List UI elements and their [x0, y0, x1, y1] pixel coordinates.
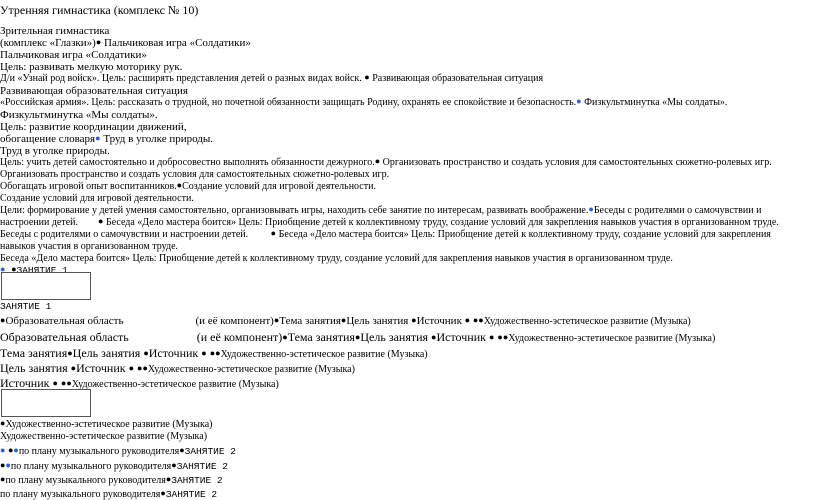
plan-line: ●по плану музыкального руководителя●ЗАНЯТИЕ 2 — [0, 474, 223, 486]
bullet-icon: ● — [282, 332, 288, 342]
text-line: Цель: учить детей самостоятельно и добросовестно выполнять обязанности дежурного.● Организовать пространство и создать условия для самостоятельных сюжетно-ролевых игр. — [0, 156, 772, 168]
bullet-icon: ● — [95, 37, 102, 47]
bullet-icon: ● — [488, 332, 495, 342]
bullet-icon: ● — [209, 348, 216, 358]
text-line: Организовать пространство и создать условия для самостоятельных сюжетно-ролевых игр. — [0, 169, 390, 180]
bullet-icon: ● — [128, 363, 135, 373]
bullet-icon: ● — [478, 315, 484, 325]
empty-box — [1, 389, 91, 417]
text-line: Беседы с родителями о самочувствии и настроении детей. ● Беседа «Дело мастера боится» Цель: Приобщение детей к коллективному труду, создание условий для закрепления — [0, 228, 771, 240]
text-line: Физкультминутка «Мы солдаты». — [0, 109, 158, 121]
text-line: Цель: развитие координации движений, — [0, 121, 187, 133]
text-line: (комплекс «Глазки»)● Пальчиковая игра «Солдатики» — [0, 37, 251, 49]
text-line: Создание условий для игровой деятельности. — [0, 193, 194, 204]
zanyatie-line: ● ●ЗАНЯТИЕ 1 — [0, 265, 68, 276]
table-row: ●Образовательная область (и её компонент)●Тема занятия●Цель занятия ●Источник ● ●●Художественно-эстетическое развитие (Музыка) — [0, 315, 691, 327]
text-line: Д/и «Узнай род войск». Цель: расширять представления детей о разных видах войск. ● Развивающая образовательная ситуация — [0, 72, 544, 84]
text-line: Труд в уголке природы. — [0, 145, 110, 157]
empty-box — [1, 272, 91, 300]
bullet-icon: ● — [0, 418, 6, 428]
bullet-icon: ● — [160, 488, 166, 498]
bullet-icon: ● — [98, 216, 104, 226]
bullet-icon: ● — [576, 96, 582, 106]
bullet-icon: ● — [179, 445, 185, 455]
table-row: Тема занятия●Цель занятия ●Источник ● ●●Художественно-эстетическое развитие (Музыка) — [0, 346, 428, 360]
bullet-icon: ● — [0, 265, 6, 275]
bullet-icon: ● — [137, 363, 143, 373]
bullet-icon: ● — [0, 445, 6, 455]
plan-line: ●●по плану музыкального руководителя●ЗАНЯТИЕ 2 — [0, 460, 229, 472]
plan-line: по плану музыкального руководителя●ЗАНЯТИЕ 2 — [0, 488, 218, 500]
bullet-icon: ● — [201, 348, 207, 358]
bullet-icon: ● — [67, 348, 73, 358]
text-line: Развивающая образовательная ситуация — [0, 85, 188, 97]
bullet-icon: ● — [273, 315, 280, 325]
bullet-icon: ● — [0, 315, 6, 325]
bullet-icon: ● — [176, 180, 183, 190]
text-line: настроении детей. ● Беседа «Дело мастера боится» Цель: Приобщение детей к коллективному труду, создание условий для закрепления навыков участия в организованном труде. — [0, 216, 779, 228]
bullet-icon: ● — [497, 332, 503, 342]
bullet-icon: ● — [270, 228, 277, 238]
text-line: «Российская армия». Цель: рассказать о трудной, но почетной обязанности защищать Родину, охранять ее спокойствие и безопасность.● Физкультминутка «Мы солдаты». — [0, 96, 728, 108]
bullet-icon: ● — [165, 474, 172, 484]
page-title: Утренняя гимнастика (комплекс № 10) — [0, 3, 199, 17]
bullet-icon: ● — [0, 474, 6, 484]
bullet-icon: ● — [502, 332, 509, 342]
bullet-icon: ● — [340, 315, 347, 325]
bullet-icon: ● — [354, 332, 361, 342]
bullet-icon: ● — [411, 315, 417, 325]
text-line: Цель: развивать мелкую моторику рук. — [0, 61, 183, 73]
text-line: Художественно-эстетическое развитие (Музыка) — [0, 431, 208, 442]
bullet-icon: ● — [52, 378, 58, 388]
text-line: обогащение словаря● Труд в уголке природы. — [0, 133, 214, 145]
bullet-icon: ● — [142, 363, 148, 373]
bullet-icon: ● — [464, 315, 471, 325]
bullet-icon: ● — [70, 363, 77, 373]
text-line: Цели: формирование у детей умения самостоятельно, организовывать игры, находить себе занятие по интересам, развивать воображение.●Беседы с родителями о самочувствии и — [0, 204, 762, 216]
bullet-icon: ● — [364, 72, 370, 82]
bullet-icon: ● — [60, 378, 67, 388]
table-row: Цель занятия ●Источник ● ●●Художественно-эстетическое развитие (Музыка) — [0, 361, 355, 375]
text-line: Обогащать игровой опыт воспитанников.●Создание условий для игровой деятельности. — [0, 180, 376, 192]
bullet-icon: ● — [171, 460, 177, 470]
bullet-icon: ● — [588, 204, 594, 214]
bullet-icon: ● — [431, 332, 437, 342]
bullet-icon: ● — [143, 348, 149, 358]
bullet-icon: ● — [95, 133, 101, 143]
bullet-icon: ● — [66, 378, 72, 388]
bullet-icon: ● — [374, 156, 381, 166]
bullet-icon: ● — [7, 445, 14, 455]
zanyatie-line: ЗАНЯТИЕ 1 — [0, 301, 52, 312]
bullet-icon: ● — [13, 445, 19, 455]
table-row: Источник ● ●●Художественно-эстетическое развитие (Музыка) — [0, 376, 279, 390]
bullet-icon: ● — [0, 460, 6, 470]
text-line: Зрительная гимнастика — [0, 25, 110, 37]
bullet-icon: ● — [215, 348, 221, 358]
bullet-icon: ● — [472, 315, 479, 325]
text-line: Пальчиковая игра «Солдатики» — [0, 49, 147, 61]
text-line: ●Художественно-эстетическое развитие (Музыка) — [0, 418, 213, 430]
bullet-icon: ● — [11, 265, 17, 275]
plan-line: ● ●●по плану музыкального руководителя●ЗАНЯТИЕ 2 — [0, 445, 236, 457]
text-line: навыков участия в организованном труде. — [0, 241, 179, 252]
table-row: Образовательная область (и её компонент)●Тема занятия●Цель занятия ●Источник ● ●●Художественно-эстетическое развитие (Музыка) — [0, 330, 716, 344]
bullet-icon: ● — [5, 460, 11, 470]
text-line: Беседа «Дело мастера боится» Цель: Приобщение детей к коллективному труду, создание условий для закрепления навыков участия в организованном труде. — [0, 253, 673, 264]
